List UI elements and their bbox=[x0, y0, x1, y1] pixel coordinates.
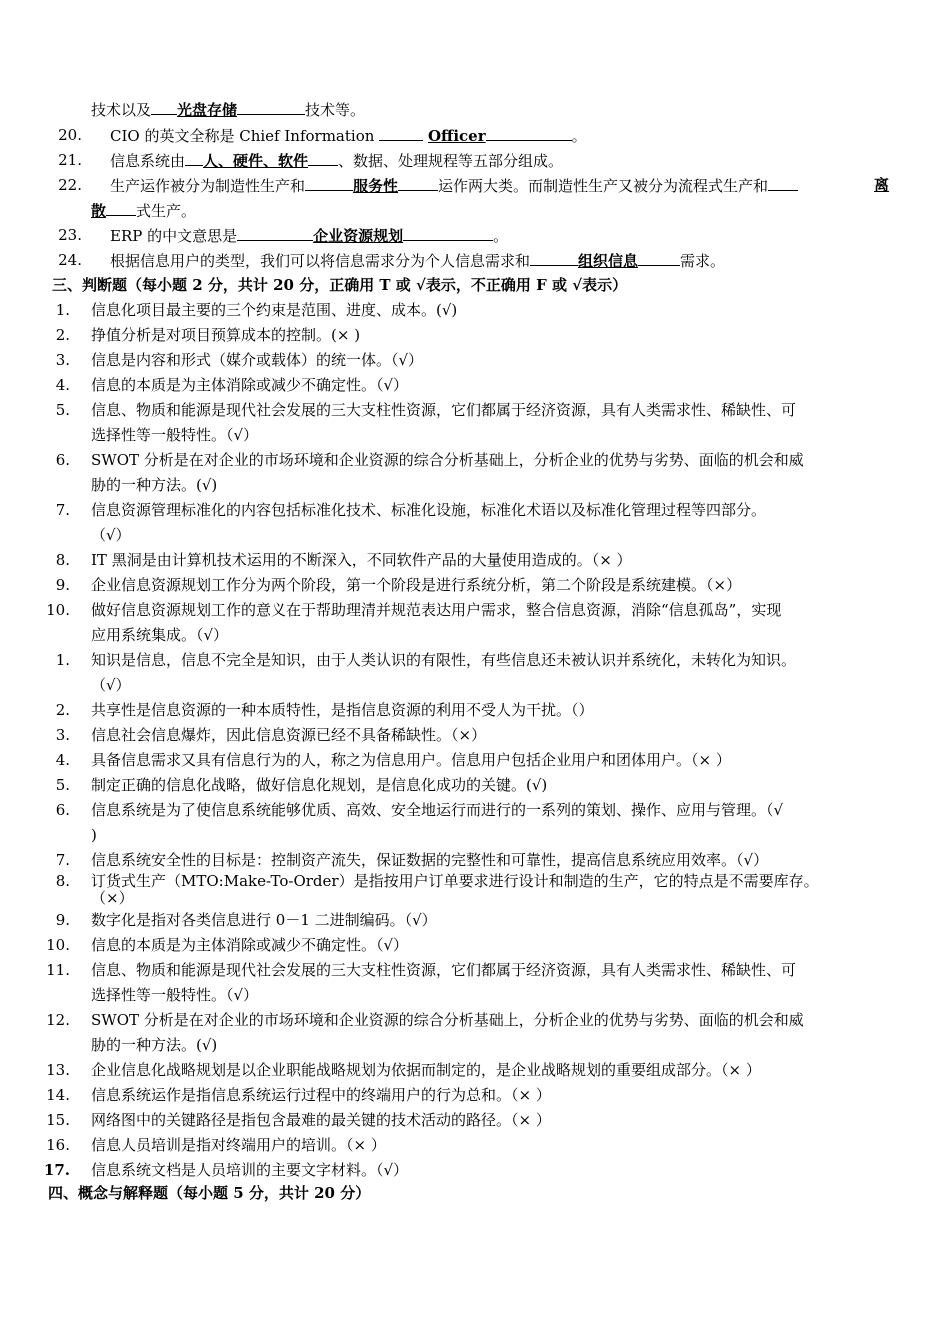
item-number: 7. bbox=[55, 501, 70, 519]
question-20 bbox=[110, 125, 587, 146]
item-text: （√） bbox=[91, 526, 131, 544]
item-text: 信息、物质和能源是现代社会发展的三大支柱性资源，它们都属于经济资源，具有人类需求性、稀缺性、可 bbox=[91, 961, 797, 979]
item-text: 胁的一种方法。(√) bbox=[91, 1036, 218, 1054]
item-number: 14. bbox=[46, 1086, 70, 1104]
item-number: 2. bbox=[55, 701, 70, 719]
section-heading: 四、概念与解释题（每小题 5 分，共计 20 分） bbox=[48, 1184, 371, 1202]
item-text: 信息的本质是为主体消除或减少不确定性。（√） bbox=[91, 936, 409, 954]
item-number: 5. bbox=[55, 401, 70, 419]
text: 运作两大类。而制造性生产又被分为流程式生产和 bbox=[438, 177, 769, 195]
answer: 光盘存储 bbox=[177, 101, 238, 119]
item-number: 9. bbox=[55, 911, 70, 929]
item-text: （×） bbox=[91, 889, 134, 907]
question-23 bbox=[110, 225, 508, 246]
item-number: 6. bbox=[55, 451, 70, 469]
text: ERP 的中文意思是 bbox=[110, 227, 238, 245]
item-number: 15. bbox=[46, 1111, 70, 1129]
item-text: （√） bbox=[91, 676, 131, 694]
text: 。 bbox=[571, 127, 587, 145]
item-number: 17. bbox=[43, 1161, 70, 1179]
item-text: 信息社会信息爆炸，因此信息资源已经不具备稀缺性。（×） bbox=[91, 726, 487, 744]
item-text: 信息人员培训是指对终端用户的培训。（× ） bbox=[91, 1136, 386, 1154]
item-number: 4. bbox=[55, 376, 70, 394]
item-number: 10. bbox=[46, 936, 70, 954]
item-text: 信息化项目最主要的三个约束是范围、进度、成本。(√) bbox=[91, 301, 458, 319]
item-number: 16. bbox=[46, 1136, 70, 1154]
item-number: 10. bbox=[46, 601, 70, 619]
item-text: 选择性等一般特性。（√） bbox=[91, 986, 259, 1004]
question-number: 22. bbox=[58, 176, 82, 194]
item-text: 信息是内容和形式（媒介或载体）的统一体。（√） bbox=[91, 351, 424, 369]
text: 技术等。 bbox=[305, 101, 366, 119]
answer: 散 bbox=[91, 202, 107, 220]
item-text: 企业信息化战略规划是以企业职能战略规划为依据而制定的，是企业战略规划的重要组成部分。（× ） bbox=[91, 1061, 761, 1079]
item-text: 信息系统安全性的目标是：控制资产流失，保证数据的完整性和可靠性，提高信息系统应用效率。（√） bbox=[91, 851, 769, 869]
item-text: 信息系统运作是指信息系统运行过程中的终端用户的行为总和。（× ） bbox=[91, 1086, 551, 1104]
question-21 bbox=[110, 150, 563, 171]
question-24 bbox=[110, 250, 725, 271]
item-text: 知识是信息，信息不完全是知识，由于人类认识的有限性，有些信息还未被认识并系统化，未转化为知识。 bbox=[91, 651, 797, 669]
text: 。 bbox=[493, 227, 509, 245]
item-number: 13. bbox=[46, 1061, 70, 1079]
item-text: 企业信息资源规划工作分为两个阶段，第一个阶段是进行系统分析，第二个阶段是系统建模。（×） bbox=[91, 576, 742, 594]
question-22 bbox=[110, 175, 798, 196]
item-text: 做好信息资源规划工作的意义在于帮助理清并规范表达用户需求，整合信息资源，消除“信息孤岛”，实现 bbox=[91, 601, 782, 619]
question-number: 23. bbox=[58, 226, 82, 244]
answer: 服务性 bbox=[353, 177, 399, 195]
item-number: 1. bbox=[55, 651, 70, 669]
item-number: 2. bbox=[55, 326, 70, 344]
item-number: 3. bbox=[55, 351, 70, 369]
text: 、数据、处理规程等五部分组成。 bbox=[338, 152, 564, 170]
item-text: 应用系统集成。（√） bbox=[91, 626, 229, 644]
answer: 组织信息 bbox=[578, 252, 639, 270]
item-text: 信息的本质是为主体消除或减少不确定性。（√） bbox=[91, 376, 409, 394]
text: 生产运作被分为制造性生产和 bbox=[110, 177, 306, 195]
item-text: 共享性是信息资源的一种本质特性，是指信息资源的利用不受人为干扰。（） bbox=[91, 701, 594, 719]
question-22-cont bbox=[91, 200, 196, 221]
text: 式生产。 bbox=[136, 202, 197, 220]
section-heading: 三、判断题（每小题 2 分，共计 20 分，正确用 T 或 √表示，不正确用 F 或 √表示） bbox=[52, 276, 628, 294]
item-text: 信息系统是为了使信息系统能够优质、高效、安全地运行而进行的一系列的策划、操作、应用与管理。（√ bbox=[91, 801, 784, 819]
item-text: 信息、物质和能源是现代社会发展的三大支柱性资源，它们都属于经济资源，具有人类需求性、稀缺性、可 bbox=[91, 401, 797, 419]
item-number: 12. bbox=[46, 1011, 70, 1029]
question-number: 20. bbox=[58, 126, 82, 144]
text: 根据信息用户的类型，我们可以将信息需求分为个人信息需求和 bbox=[110, 252, 531, 270]
item-text: IT 黑洞是由计算机技术运用的不断深入，不同软件产品的大量使用造成的。（× ） bbox=[91, 551, 632, 569]
item-number: 6. bbox=[55, 801, 70, 819]
item-text: SWOT 分析是在对企业的市场环境和企业资源的综合分析基础上，分析企业的优势与劣势、面临的机会和威 bbox=[91, 451, 804, 469]
item-text: 网络图中的关键路径是指包含最难的最关键的技术活动的路径。（× ） bbox=[91, 1111, 551, 1129]
answer: 离 bbox=[874, 176, 890, 194]
item-text: 制定正确的信息化战略，做好信息化规划，是信息化成功的关键。(√) bbox=[91, 776, 548, 794]
item-text: 数字化是指对各类信息进行 0－1 二进制编码。（√） bbox=[91, 911, 437, 929]
item-text: 信息系统文档是人员培训的主要文字材料。（√） bbox=[91, 1161, 409, 1179]
item-number: 8. bbox=[55, 551, 70, 569]
item-number: 1. bbox=[55, 301, 70, 319]
item-number: 4. bbox=[55, 751, 70, 769]
item-number: 7. bbox=[55, 851, 70, 869]
item-text: 选择性等一般特性。（√） bbox=[91, 426, 259, 444]
item-text: 胁的一种方法。(√) bbox=[91, 476, 218, 494]
answer: Officer bbox=[427, 127, 486, 145]
item-text: 信息资源管理标准化的内容包括标准化技术、标准化设施，标准化术语以及标准化管理过程等四部分。 bbox=[91, 501, 767, 519]
item-text: 订货式生产（MTO:Make-To-Order）是指按用户订单要求进行设计和制造的生产，它的特点是不需要库存。 bbox=[91, 872, 819, 890]
item-number: 9. bbox=[55, 576, 70, 594]
answer-part bbox=[874, 175, 889, 195]
question-number: 24. bbox=[58, 251, 82, 269]
answer: 人、硬件、软件 bbox=[203, 152, 309, 170]
text: CIO 的英文全称是 Chief Information bbox=[110, 127, 375, 145]
text: 需求。 bbox=[680, 252, 726, 270]
item-number: 8. bbox=[55, 872, 70, 890]
fill-in-continuation bbox=[91, 99, 365, 120]
text: 信息系统由 bbox=[110, 152, 186, 170]
item-number: 3. bbox=[55, 726, 70, 744]
item-number: 5. bbox=[55, 776, 70, 794]
item-text: 挣值分析是对项目预算成本的控制。(× ) bbox=[91, 326, 361, 344]
item-number: 11. bbox=[46, 961, 70, 979]
item-text: SWOT 分析是在对企业的市场环境和企业资源的综合分析基础上，分析企业的优势与劣势、面临的机会和威 bbox=[91, 1011, 804, 1029]
item-text: 具备信息需求又具有信息行为的人，称之为信息用户。信息用户包括企业用户和团体用户。（× ） bbox=[91, 751, 731, 769]
question-number: 21. bbox=[58, 151, 82, 169]
item-text: ) bbox=[91, 826, 97, 844]
answer: 企业资源规划 bbox=[313, 227, 404, 245]
text: 技术以及 bbox=[91, 101, 152, 119]
